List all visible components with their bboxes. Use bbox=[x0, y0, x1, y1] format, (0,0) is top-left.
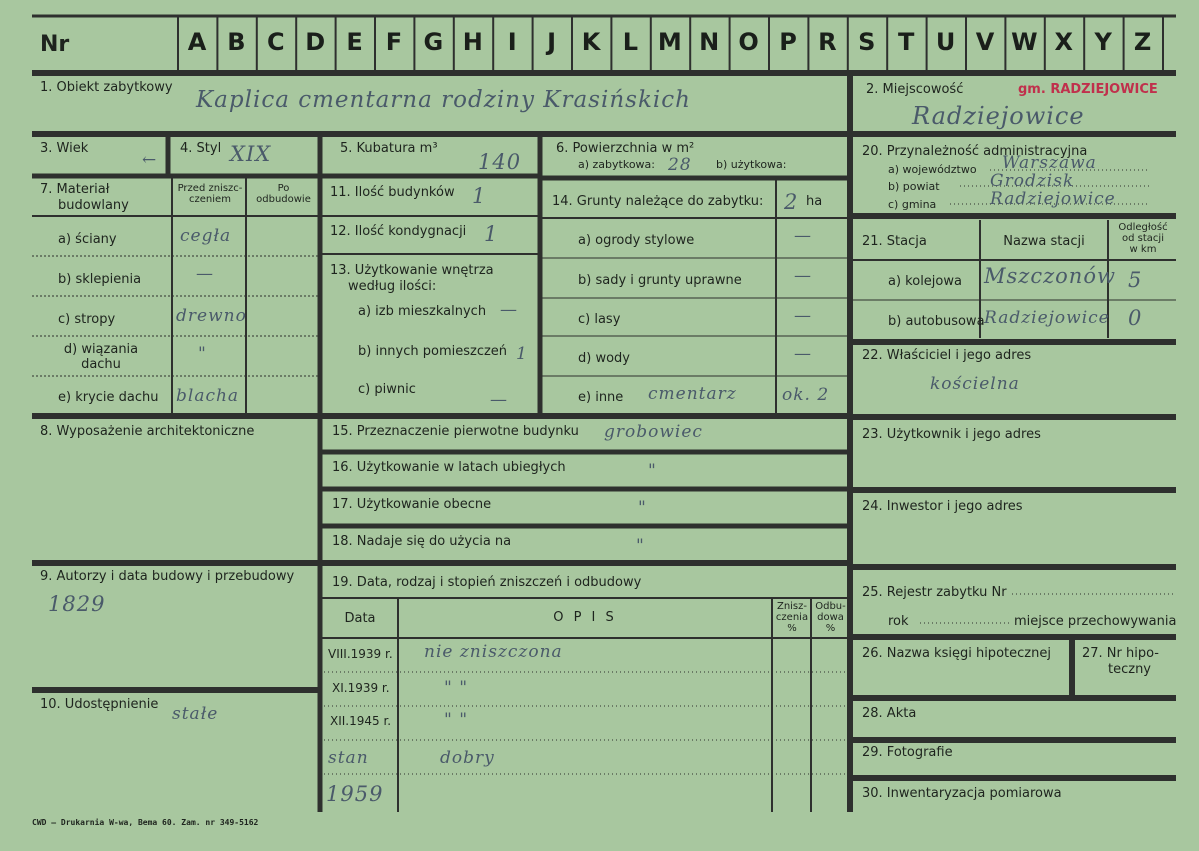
inne-ha-value: ok. 2 bbox=[782, 385, 830, 405]
field-21-label: 21. Stacja bbox=[862, 234, 927, 249]
przed-header: Przed zniszc- czeniem bbox=[177, 183, 243, 205]
autorzy-value: 1829 bbox=[48, 592, 106, 616]
autobusowa-km-value: 0 bbox=[1128, 306, 1143, 330]
kolejowa-km-value: 5 bbox=[1128, 268, 1143, 292]
zniszczenia-header: Znisz- czenia % bbox=[775, 601, 809, 634]
field-20-label: 20. Przynależność administracyjna bbox=[862, 144, 1088, 159]
wiazania-value: " bbox=[198, 344, 207, 364]
miejsce-label: miejsce przechowywania bbox=[1014, 614, 1177, 629]
field-2-label: 2. Miejscowość bbox=[866, 82, 964, 97]
kondygnacje-value: 1 bbox=[484, 222, 499, 246]
odbudowa-header: Odbu- dowa % bbox=[815, 601, 846, 634]
field-21b-label: b) autobusowa bbox=[888, 314, 985, 329]
index-letter: N bbox=[699, 28, 720, 56]
index-letter: Y bbox=[1094, 28, 1112, 56]
field-28-label: 28. Akta bbox=[862, 706, 917, 721]
field-6a-label: a) zabytkowa: bbox=[578, 158, 655, 171]
field-7-label: 7. Materiał bbox=[40, 182, 110, 197]
field-11-label: 11. Ilość budynków bbox=[330, 185, 455, 200]
field-27-label-2: teczny bbox=[1108, 662, 1151, 677]
nr-label: Nr bbox=[40, 32, 70, 57]
field-23-label: 23. Użytkownik i jego adres bbox=[862, 427, 1041, 442]
field-14d-label: d) wody bbox=[578, 351, 630, 366]
index-letter: B bbox=[227, 28, 246, 56]
r2-date: XI.1939 r. bbox=[332, 681, 390, 695]
index-letter: S bbox=[858, 28, 876, 56]
field-5-label: 5. Kubatura m³ bbox=[340, 141, 438, 156]
field-6-label: 6. Powierzchnia w m² bbox=[556, 141, 695, 156]
grunty-ha-value: 2 bbox=[784, 190, 799, 214]
wlasciciel-value: kościelna bbox=[930, 374, 1020, 394]
field-25-label: 25. Rejestr zabytku Nr bbox=[862, 585, 1007, 600]
index-letter: F bbox=[385, 28, 403, 56]
ha-label: ha bbox=[806, 194, 823, 209]
printer-footer: CWD — Drukarnia W-wa, Bema 60. Zam. nr 349-5162 bbox=[32, 818, 259, 827]
field-10-label: 10. Udostępnienie bbox=[40, 697, 159, 712]
lasy-value: — bbox=[794, 306, 812, 326]
field-24-label: 24. Inwestor i jego adres bbox=[862, 499, 1023, 514]
autobusowa-value: Radziejowice bbox=[984, 308, 1110, 328]
field-14b-label: b) sady i grunty uprawne bbox=[578, 273, 742, 288]
sklepienia-value: — bbox=[196, 264, 214, 284]
przeznaczenie-value: grobowiec bbox=[604, 422, 703, 442]
index-letter: D bbox=[305, 28, 326, 56]
r1-date: VIII.1939 r. bbox=[328, 647, 393, 661]
kubatura-value: 140 bbox=[478, 150, 522, 174]
gmina-value: Radziejowice bbox=[990, 189, 1116, 209]
index-letter: Z bbox=[1133, 28, 1152, 56]
po-header: Po odbudowie bbox=[256, 183, 311, 205]
obecne-value: " bbox=[638, 498, 647, 518]
mat-e-label: e) krycie dachu bbox=[58, 390, 159, 405]
field-30-label: 30. Inwentaryzacja pomiarowa bbox=[862, 786, 1062, 801]
index-letter: G bbox=[423, 28, 444, 56]
sady-value: — bbox=[794, 266, 812, 286]
field-13a-label: a) izb mieszkalnych bbox=[358, 304, 487, 319]
field-20c-label: c) gmina bbox=[888, 198, 937, 211]
r3-date: XII.1945 r. bbox=[330, 714, 392, 728]
ogrody-value: — bbox=[794, 226, 812, 246]
field-22-label: 22. Właściciel i jego adres bbox=[862, 348, 1032, 363]
piwnic-value: — bbox=[490, 390, 508, 410]
index-letter: U bbox=[935, 28, 956, 56]
field-3-label: 3. Wiek bbox=[40, 141, 89, 156]
index-letter: M bbox=[657, 28, 682, 56]
krycie-value: blacha bbox=[176, 386, 240, 406]
wojewodztwo-value: Warszawa bbox=[1002, 153, 1097, 173]
index-letter: K bbox=[581, 28, 601, 56]
r1-opis: nie zniszczona bbox=[424, 642, 563, 662]
r3-opis: " " bbox=[444, 710, 469, 730]
field-27-label: 27. Nr hipo- bbox=[1082, 646, 1159, 661]
field-14c-label: c) lasy bbox=[578, 312, 621, 327]
index-letter: R bbox=[818, 28, 837, 56]
index-letter: H bbox=[462, 28, 483, 56]
field-19-label: 19. Data, rodzaj i stopień zniszczeń i odbudowy bbox=[332, 575, 642, 590]
wody-value: — bbox=[794, 344, 812, 364]
index-letter: A bbox=[187, 28, 207, 56]
udostepnienie-value: stałe bbox=[172, 704, 219, 724]
index-letter: C bbox=[266, 28, 285, 56]
field-13c-label: c) piwnic bbox=[358, 382, 416, 397]
index-letter: O bbox=[738, 28, 759, 56]
field-26-label: 26. Nazwa księgi hipotecznej bbox=[862, 646, 1051, 661]
field-14e-label: e) inne bbox=[578, 390, 624, 405]
field-14-label: 14. Grunty należące do zabytku: bbox=[552, 194, 764, 209]
lata-value: " bbox=[648, 461, 657, 481]
field-9-label: 9. Autorzy i data budowy i przebudowy bbox=[40, 569, 295, 584]
field-20b-label: b) powiat bbox=[888, 180, 940, 193]
index-letter: P bbox=[779, 28, 797, 56]
field-16-label: 16. Użytkowanie w latach ubiegłych bbox=[332, 460, 566, 475]
mat-c-label: c) stropy bbox=[58, 312, 116, 327]
field-6b-label: b) użytkowa: bbox=[716, 158, 787, 171]
powiat-value: Grodzisk bbox=[990, 171, 1075, 191]
r4-date: stan bbox=[328, 748, 369, 768]
mat-d-label: d) wiązania dachu bbox=[63, 342, 139, 372]
sciany-value: cegła bbox=[180, 226, 232, 246]
index-letter: L bbox=[622, 28, 639, 56]
field-14a-label: a) ogrody stylowe bbox=[578, 233, 695, 248]
styl-value: XIX bbox=[230, 142, 272, 166]
field-12-label: 12. Ilość kondygnacji bbox=[330, 224, 467, 239]
opis-header: O P I S bbox=[553, 610, 617, 625]
field-29-label: 29. Fotografie bbox=[862, 745, 953, 760]
pow-zab-value: 28 bbox=[668, 155, 692, 175]
r5-date: 1959 bbox=[326, 782, 384, 806]
pomieszczen-value: 1 bbox=[516, 344, 528, 364]
r2-opis: " " bbox=[444, 678, 469, 698]
index-letter: I bbox=[507, 28, 517, 56]
field-1-label: 1. Obiekt zabytkowy bbox=[40, 80, 173, 95]
obiekt-value: Kaplica cmentarna rodziny Krasińskich bbox=[196, 87, 691, 113]
index-letter: V bbox=[975, 28, 995, 56]
field-4-label: 4. Styl bbox=[180, 141, 222, 156]
mat-a-label: a) ściany bbox=[58, 232, 117, 247]
index-letter: T bbox=[898, 28, 915, 56]
index-letter: J bbox=[547, 28, 557, 56]
nazwa-stacji-header: Nazwa stacji bbox=[1003, 234, 1085, 249]
nadaje-value: " bbox=[636, 536, 645, 556]
field-7-label-2: budowlany bbox=[58, 198, 129, 213]
gmina-stamp: gm. RADZIEJOWICE bbox=[1018, 82, 1158, 97]
rok-label: rok bbox=[888, 614, 909, 629]
budynki-value: 1 bbox=[472, 184, 487, 208]
stropy-value: drewno bbox=[176, 306, 247, 326]
field-15-label: 15. Przeznaczenie pierwotne budynku bbox=[332, 424, 579, 439]
wiek-value: ← bbox=[142, 150, 158, 170]
index-letter: X bbox=[1054, 28, 1074, 56]
field-21a-label: a) kolejowa bbox=[888, 274, 962, 289]
field-8-label: 8. Wyposażenie architektoniczne bbox=[40, 424, 255, 439]
field-17-label: 17. Użytkowanie obecne bbox=[332, 497, 492, 512]
data-header: Data bbox=[344, 611, 376, 626]
field-13b-label: b) innych pomieszczeń bbox=[358, 344, 508, 359]
field-13-label: 13. Użytkowanie wnętrza bbox=[330, 263, 494, 278]
odleglosc-header: Odległość od stacji w km bbox=[1118, 222, 1168, 255]
miejscowosc-value: Radziejowice bbox=[912, 102, 1085, 130]
mat-b-label: b) sklepienia bbox=[58, 272, 142, 287]
inne-value: cmentarz bbox=[648, 384, 737, 404]
field-18-label: 18. Nadaje się do użycia na bbox=[332, 534, 512, 549]
kolejowa-value: Mszczonów bbox=[984, 264, 1116, 288]
field-20a-label: a) województwo bbox=[888, 163, 977, 176]
r4-opis: dobry bbox=[440, 748, 495, 768]
index-letter: W bbox=[1011, 28, 1038, 56]
izb-value: — bbox=[500, 300, 518, 320]
field-13-label-2: według ilości: bbox=[348, 279, 437, 294]
index-letter: E bbox=[346, 28, 363, 56]
